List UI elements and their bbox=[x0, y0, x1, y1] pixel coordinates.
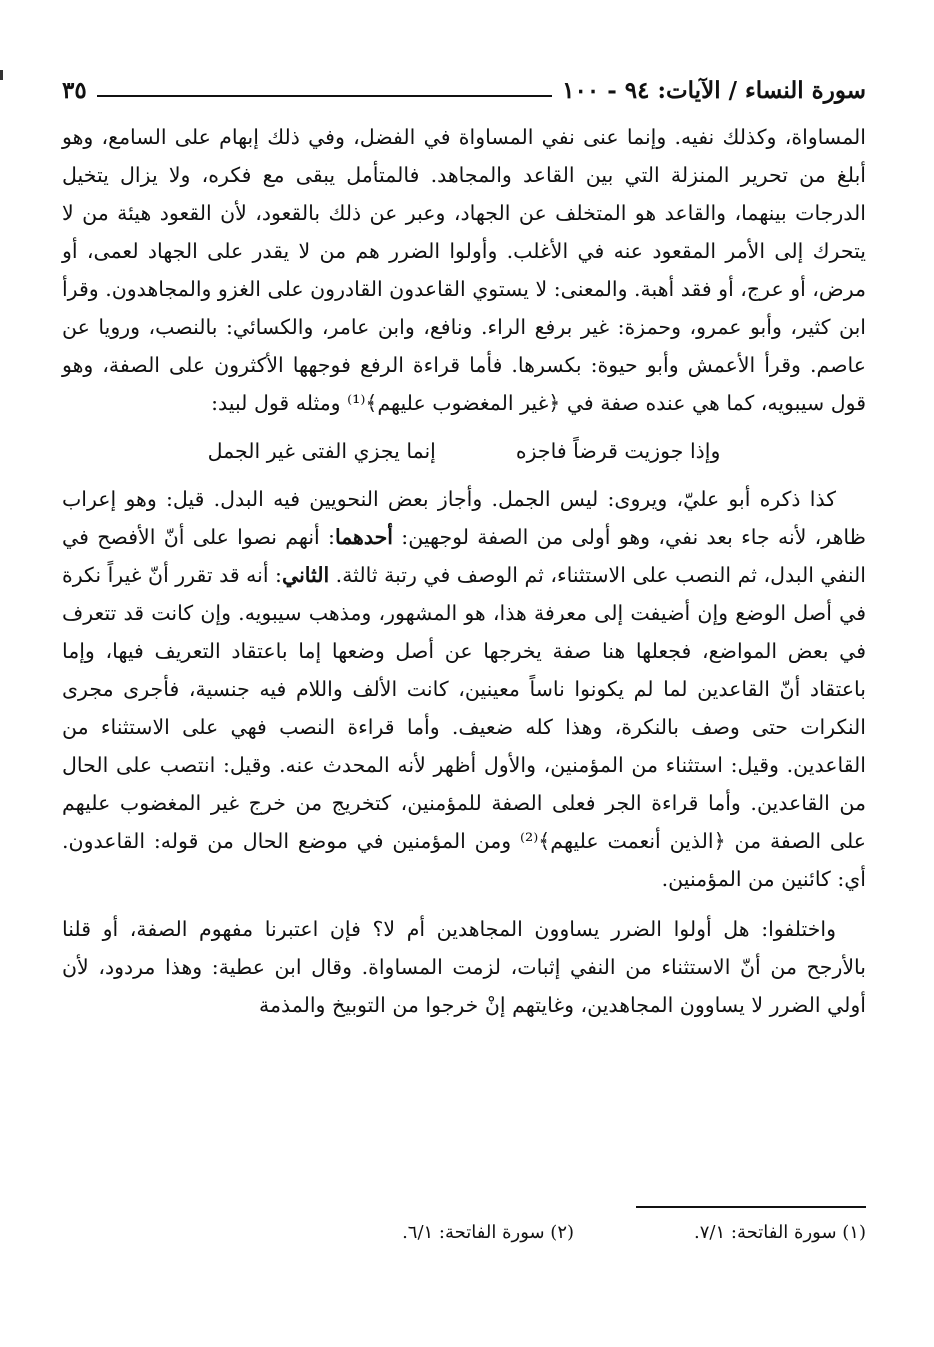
poetry-verse bbox=[62, 432, 866, 470]
surah-title: سورة النساء / الآيات: ٩٤ - ١٠٠ bbox=[562, 77, 866, 104]
term-first: أحدهما bbox=[334, 525, 393, 549]
footnotes bbox=[62, 1222, 866, 1243]
margin-scan-mark bbox=[0, 70, 3, 80]
footnote-rule bbox=[636, 1206, 866, 1208]
header-rule bbox=[97, 95, 552, 97]
paragraph-2-part-c: : أنه قد تقرر أنّ غيراً نكرة في أصل الوضع وإن أضيفت إلى معرفة هذا، هو المشهور، ومذهب سيبويه. وإن كانت قد تتعرف في بعض المواضع، فجعلها هنا صفة يخرجها عن أصل وضعها إما باعتقاد التعريف فيها، وإما باعتقاد أنّ القاعدين لما لم يكونوا ناساً معينين، كانت الألف واللام فيه جنسية، فأجرى مجرى النكرات حتى وصف بالنكرة، وهذا كله ضعيف. وأما قراءة النصب فهي على الاستثناء من القاعدين. وقيل: استثناء من المؤمنين، والأول أظهر لأنه المحدث عنه. وقيل: انتصب على الحال من القاعدين. وأما قراءة الجر فعلى الصفة للمؤمنين، كتخريج من خرج غير المغضوب عليهم على الصفة من ﴿الذين أنعمت عليهم﴾⁽²⁾ ومن المؤمنين في موضع الحال من قوله: القاعدون. أي: كائنين من المؤمنين. bbox=[61, 563, 866, 891]
paragraph-1: المساواة، وكذلك نفيه. وإنما عنى نفي المساواة في الفضل، وفي ذلك إبهام على السامع، وهو أبلغ من تحرير المنزلة التي بين القاعد والمجاهد. فالمتأمل يبقى مع فكره، ولا يزال يتخيل الدرجات بينهما، والقاعد هو المتخلف عن الجهاد، وعبر عن ذلك بالقعود، لأن القعود هيئة من لا يتحرك إلى الأمر المقعود عنه في الأغلب. وأولوا الضرر هم من لا يقدر على الجهاد لعمى، أو مرض، أو عرج، أو فقد أهبة. والمعنى: لا يستوي القاعدون القادرون على الغزو والمجاهدون. وقرأ ابن كثير، وأبو عمرو، وحمزة: غير برفع الراء. ونافع، وابن عامر، والكسائي: بالنصب، ورويا عن عاصم. وقرأ الأعمش وأبو حيوة: بكسرها. فأما قراءة الرفع فوجهها الأكثرون على الصفة، وهو قول سيبويه، كما هي عنده صفة في ﴿غير المغضوب عليهم﴾⁽¹⁾ ومثله قول لبيد: bbox=[61, 125, 866, 415]
body-text bbox=[62, 118, 866, 1024]
footnote-1: (١) سورة الفاتحة: ٧/١. bbox=[694, 1222, 866, 1243]
paragraph-2 bbox=[62, 480, 866, 898]
verse-second-hemistich: إنما يجزي الفتى غير الجمل bbox=[207, 439, 436, 463]
paragraph-2-part-b: : أنهم نصوا على أنّ الأفصح في النفي البدل، ثم النصب على الاستثناء، ثم الوصف في رتبة ثالثة. bbox=[62, 525, 866, 587]
term-second: الثاني bbox=[281, 563, 330, 587]
page-number: ٣٥ bbox=[62, 77, 87, 104]
book-page bbox=[62, 70, 866, 1347]
paragraph-2-part-a: كذا ذكره أبو عليّ، ويروى: ليس الجمل. وأجاز بعض النحويين فيه البدل. قيل: وهو إعراب ظاهر، لأنه جاء بعد نفي، وهو أولى من الصفة لوجهين: bbox=[62, 487, 866, 549]
footnote-2: (٢) سورة الفاتحة: ٦/١. bbox=[402, 1222, 575, 1243]
paragraph-3: واختلفوا: هل أولوا الضرر يساوون المجاهدين أم لا؟ فإن اعتبرنا مفهوم الصفة، أو قلنا بالأرجح من أنّ الاستثناء من النفي إثبات، لزمت المساواة. وقال ابن عطية: وهذا مردود، لأن أولي الضرر لا يساوون المجاهدين، وغايتهم إنْ خرجوا من التوبيخ والمذمة bbox=[62, 917, 866, 1017]
running-header bbox=[62, 70, 866, 104]
verse-first-hemistich: وإذا جوزيت قرضاً فاجزه bbox=[515, 439, 721, 463]
